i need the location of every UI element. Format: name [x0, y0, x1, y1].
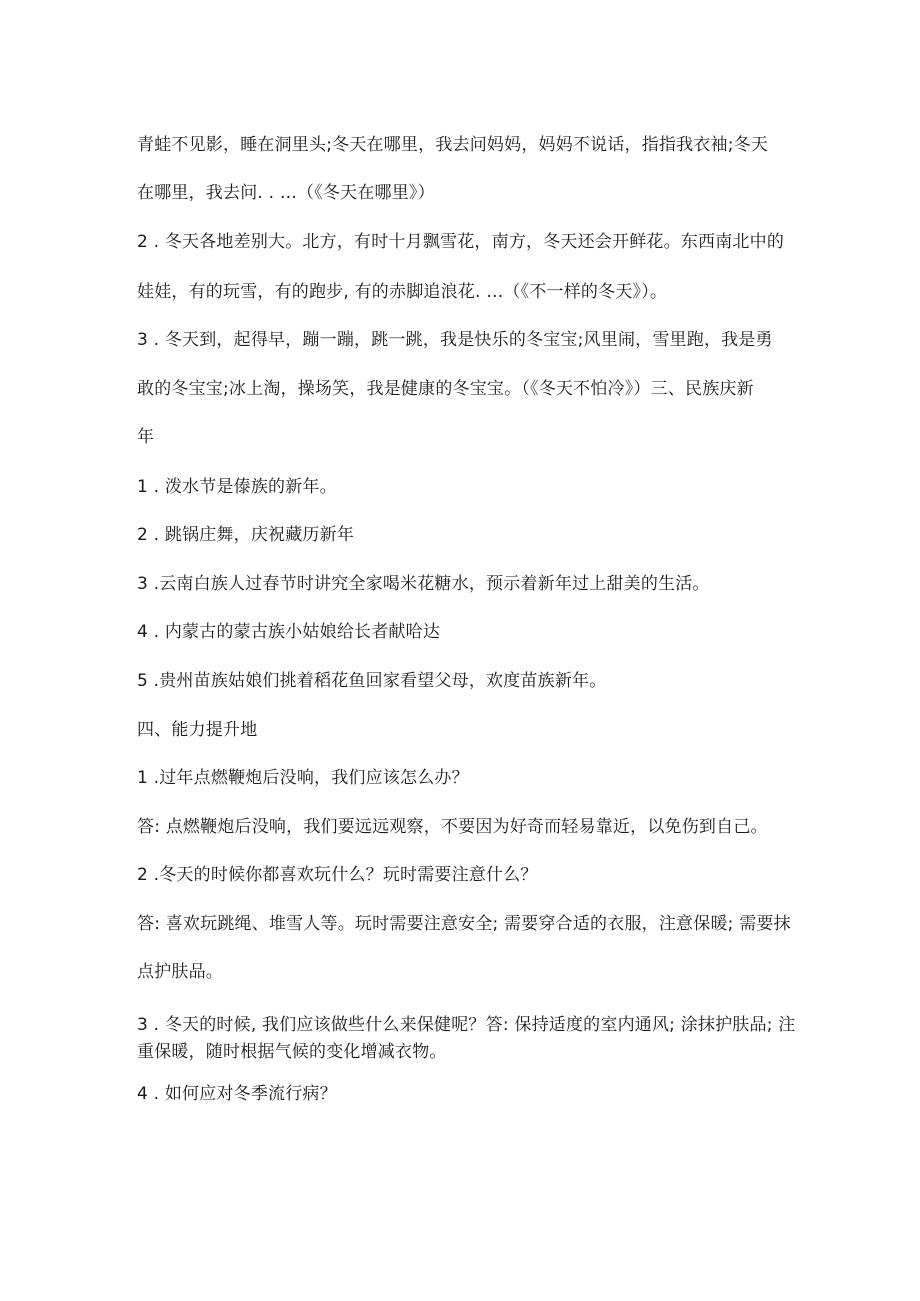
- text-line: 5 .贵州苗族姑娘们挑着稻花鱼回家看望父母，欢度苗族新年。: [137, 671, 607, 691]
- text-line: 答: 点燃鞭炮后没响，我们要远远观察，不要因为好奇而轻易靠近，以免伤到自己。: [137, 817, 768, 837]
- text-line: 1 .过年点燃鞭炮后没响，我们应该怎么办？: [137, 768, 469, 788]
- text-line: 2 . 冬天各地差别大。北方，有时十月飘雪花，南方，冬天还会开鲜花。东西南北中的: [137, 232, 785, 252]
- text-line: 2 . 跳锅庄舞，庆祝藏历新年: [137, 525, 355, 545]
- text-line: 3 . 冬天到，起得早，蹦一蹦，跳一跳，我是快乐的冬宝宝;风里闹，雪里跑，我是勇: [137, 330, 773, 350]
- text-line: 点护肤品。: [137, 962, 223, 982]
- text-line: 3 .云南白族人过春节时讲究全家喝米花糖水，预示着新年过上甜美的生活。: [137, 574, 710, 594]
- text-line: 3 . 冬天的时候, 我们应该做些什么来保健呢？答: 保持适度的室内通风; 涂抹护肤品; 注: [137, 1015, 796, 1035]
- text-line: 在哪里，我去问. . …（《冬天在哪里》）: [137, 183, 435, 203]
- text-line: 1 . 泼水节是傣族的新年。: [137, 477, 337, 497]
- text-line: 敢的冬宝宝;冰上淘，操场笑，我是健康的冬宝宝。（《冬天不怕冷》）三、民族庆新: [137, 379, 754, 399]
- text-line: 重保暖，随时根据气候的变化增减衣物。: [137, 1042, 447, 1062]
- text-line: 4 . 如何应对冬季流行病？: [137, 1084, 337, 1104]
- text-line: 答: 喜欢玩跳绳、堆雪人等。玩时需要注意安全; 需要穿合适的衣服，注意保暖; 需要抹: [137, 914, 791, 934]
- section-heading: 四、能力提升地: [137, 720, 258, 740]
- text-line: 青蛙不见影，睡在洞里头;冬天在哪里，我去问妈妈，妈妈不说话，指指我衣袖;冬天: [137, 135, 769, 155]
- text-line: 年: [137, 427, 155, 447]
- text-line: 娃娃，有的玩雪，有的跑步, 有的赤脚追浪花. …（《不一样的冬天》）。: [137, 282, 668, 302]
- text-line: 4 . 内蒙古的蒙古族小姑娘给长者献哈达: [137, 622, 441, 642]
- text-line: 2 .冬天的时候你都喜欢玩什么？玩时需要注意什么？: [137, 865, 538, 885]
